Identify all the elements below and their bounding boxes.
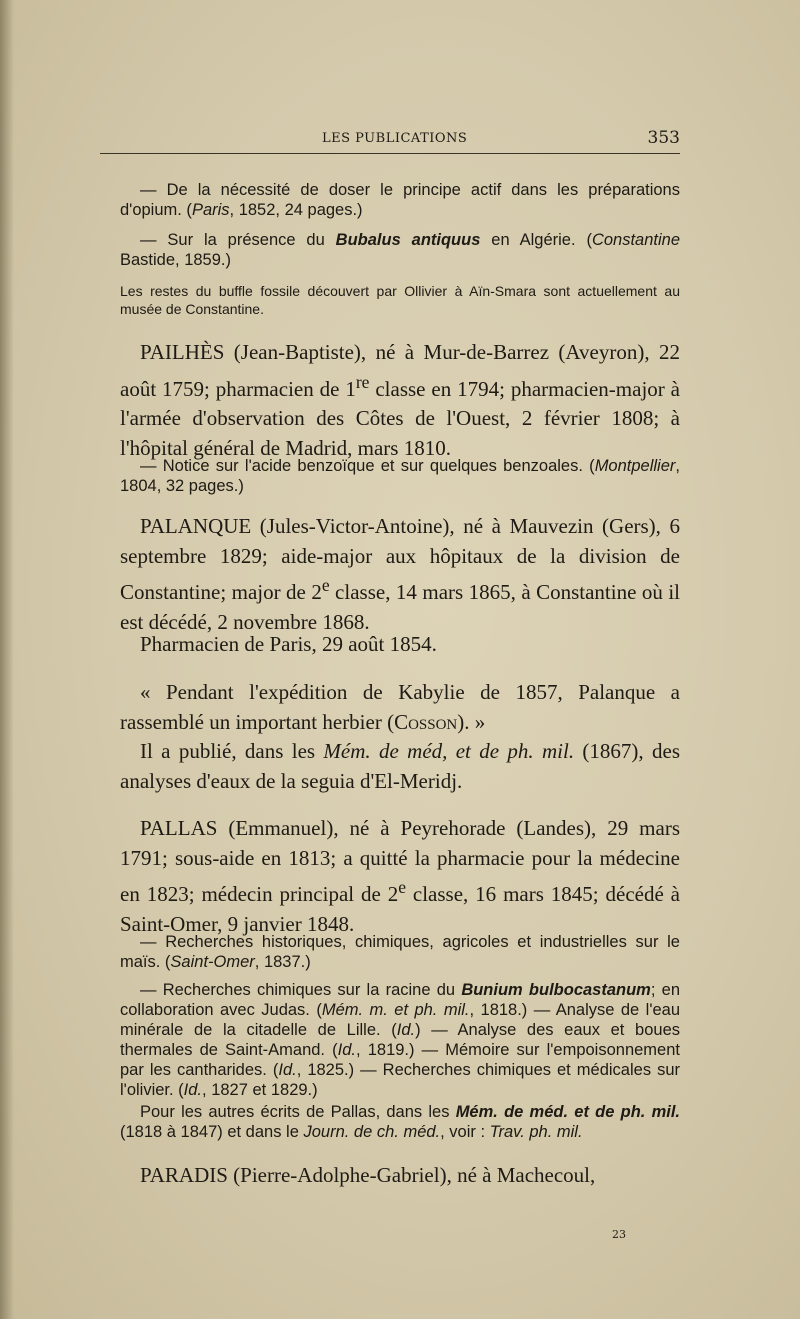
publication-entry: — Notice sur l'acide benzoïque et sur quelques benzoales. (Montpellier, 1804, 32 pages.) (120, 457, 680, 495)
page-number: 353 (647, 128, 680, 148)
biography-text: Pharmacien de Paris, 29 août 1854. (140, 632, 437, 656)
note-text: Les restes du buffle fossile découvert par Ollivier à Aïn-Smara sont actuellement au musée de Constantine. (120, 283, 680, 317)
publication-entry: — Recherches historiques, chimiques, agricoles et industrielles sur le maïs. (Saint-Omer, 1837.) (120, 933, 680, 971)
publication-entry: — Recherches chimiques sur la racine du Bunium bulbocastanum; en collaboration avec Judas. (Mém. m. et ph. mil., 1818.) — Analyse de l'eau minérale de la citadelle de Lille. (Id.) — Analyse des eaux et boues thermales de Saint-Amand. (Id., 1819.) — Mémoire sur l'empoisonnement par les cantharides. (Id., 1825.) — Recherches chimiques et médicales sur l'olivier. (Id., 1827 et 1829.) (120, 981, 681, 1099)
biography-entry-paradis: PARADIS (Pierre-Adolphe-Gabriel), né à Machecoul, (140, 1163, 596, 1187)
quotation-text: « Pendant l'expédition de Kabylie de 1857, Palanque a rassemblé un important herbier (Cosson). » (120, 680, 680, 734)
page-edge-shadow (0, 0, 14, 1319)
signature-mark: 23 (612, 1228, 626, 1241)
running-title: LES PUBLICATIONS (322, 131, 468, 146)
publication-entry: — Sur la présence du Bubalus antiquus en Algérie. (Constantine Bastide, 1859.) (120, 231, 681, 269)
publication-entry: — De la nécessité de doser le principe actif dans les préparations d'opium. (Paris, 1852, 24 pages.) (120, 181, 680, 219)
biography-entry-palanque: PALANQUE (Jules-Victor-Antoine), né à Mauvezin (Gers), 6 septembre 1829; aide-major aux hôpitaux de la division de Constantine; major de 2e classe, 14 mars 1865, à Constantine où il est décédé, 2 novembre 1868. (120, 514, 680, 634)
publication-note: Pour les autres écrits de Pallas, dans les Mém. de méd. et de ph. mil. (1818 à 1847) et dans le Journ. de ch. méd., voir : Trav. ph. mil. (120, 1103, 680, 1141)
biography-entry-pallas: PALLAS (Emmanuel), né à Peyrehorade (Landes), 29 mars 1791; sous-aide en 1813; a quitté la pharmacie pour la médecine en 1823; médecin principal de 2e classe, 16 mars 1845; décédé à Saint-Omer, 9 janvier 1848. (120, 816, 681, 936)
biography-entry-pailhes: PAILHÈS (Jean-Baptiste), né à Mur-de-Barrez (Aveyron), 22 août 1759; pharmacien de 1re classe en 1794; pharmacien-major à l'armée d'observation des Côtes de l'Ouest, 2 février 1808; à l'hôpital général de Madrid, mars 1810. (120, 340, 680, 460)
biography-text: Il a publié, dans les Mém. de méd, et de ph. mil. (1867), des analyses d'eaux de la seguia d'El-Meridj. (120, 739, 680, 793)
running-header (100, 128, 680, 154)
